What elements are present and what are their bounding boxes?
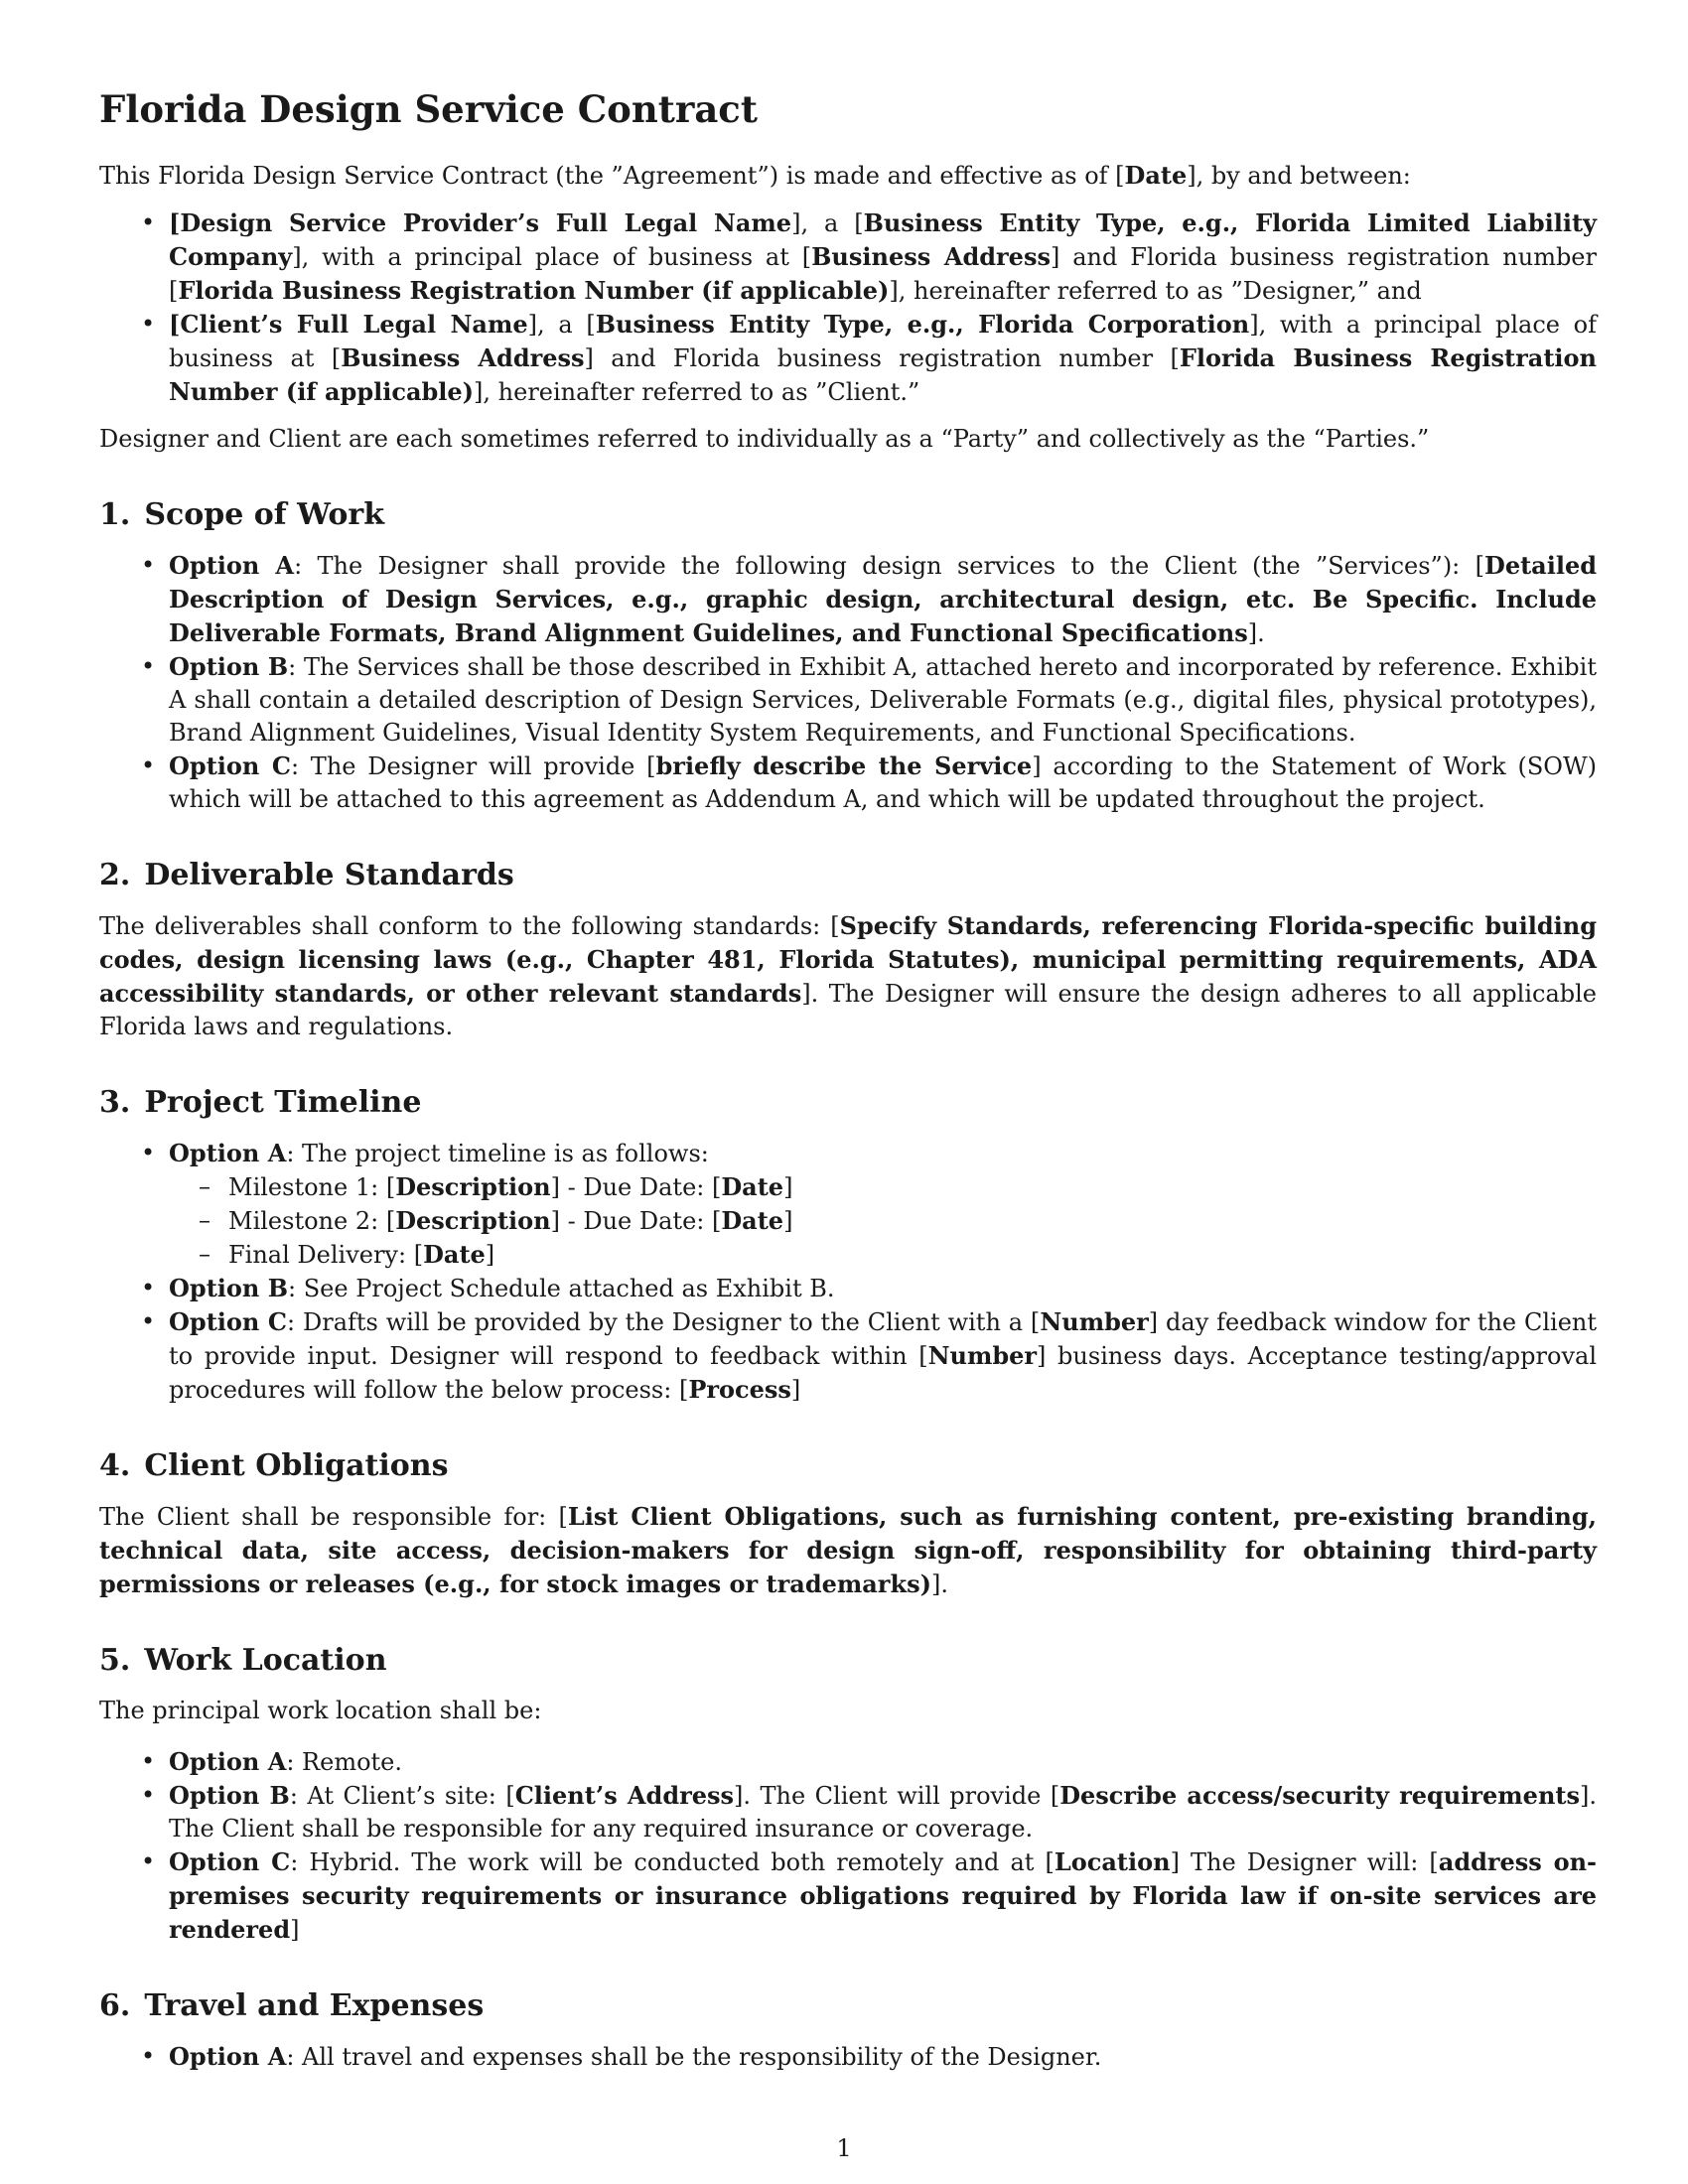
location-option-c: • Option C: Hybrid. The work will be conducted both remotely and at [Location] The Designer will: [address on-premises security requirements or insurance obligations required by Florida law if on-site services are rendered] <box>99 1845 1597 1947</box>
scope-options-list <box>99 549 1597 816</box>
section-heading-work-location: 5. Work Location <box>99 1643 387 1679</box>
timeline-option-a: • Option A: The project timeline is as follows: – Milestone 1: [Description] - Due Date: [Date] – Milestone 2: [Description] - Due Date: [Date] – Final Delivery: [Date] <box>99 1137 1597 1272</box>
timeline-options-list <box>99 1137 1597 1407</box>
contract-page <box>99 87 1597 2088</box>
party-client: • [Client’s Full Legal Name], a [Business Entity Type, e.g., Florida Corporation], with a principal place of business at [Business Address] and Florida business registration number [Florida Business Registration Number (if applicable)], hereinafter referred to as ”Client.” <box>99 308 1597 409</box>
work-location-paragraph: The principal work location shall be: <box>99 1697 542 1725</box>
parties-list <box>99 206 1597 409</box>
deliverables-paragraph: The deliverables shall conform to the following standards: [Specify Standards, referencing Florida-specific building codes, design licensing laws (e.g., Chapter 481, Florida Statutes), municipal permitting requirements, ADA accessibility standards, or other relevant standards]. The Designer will ensure the design adheres to all applicable Florida laws and regulations. <box>99 911 1597 1041</box>
timeline-option-c: • Option C: Drafts will be provided by the Designer to the Client with a [Number] day feedback window for the Client to provide input. Designer will respond to feedback within [Number] business days. Acceptance testing/approval procedures will follow the below process: [Process] <box>99 1305 1597 1407</box>
section-heading-client-obligations: 4. Client Obligations <box>99 1448 449 1484</box>
milestone-1: – Milestone 1: [Description] - Due Date: [Date] <box>169 1170 1597 1204</box>
parties-note: Designer and Client are each sometimes referred to individually as a “Party” and collectively as the “Parties.” <box>99 425 1430 454</box>
final-delivery: – Final Delivery: [Date] <box>169 1238 1597 1272</box>
milestone-2: – Milestone 2: [Description] - Due Date: [Date] <box>169 1204 1597 1238</box>
travel-option-a: • Option A: All travel and expenses shall be the responsibility of the Designer. <box>99 2040 1597 2074</box>
scope-option-b: • Option B: The Services shall be those described in Exhibit A, attached hereto and incorporated by reference. Exhibit A shall contain a detailed description of Design Services, Deliverable Formats (e.g., digital files, physical prototypes), Brand Alignment Guidelines, Visual Identity System Requirements, and Functional Specifications. <box>99 650 1597 750</box>
client-obligations-paragraph: The Client shall be responsible for: [List Client Obligations, such as furnishing content, pre-existing branding, technical data, site access, decision-makers for design sign-off, responsibility for obtaining third-party permissions or releases (e.g., for stock images or trademarks)]. <box>99 1502 1597 1599</box>
work-location-options-list <box>99 1745 1597 1947</box>
location-option-a: • Option A: Remote. <box>99 1745 1597 1779</box>
timeline-option-b: • Option B: See Project Schedule attached as Exhibit B. <box>99 1272 1597 1305</box>
party-designer: • [Design Service Provider’s Full Legal Name], a [Business Entity Type, e.g., Florida Limited Liability Company], with a principal place of business at [Business Address] and Florida business registration number [Florida Business Registration Number (if applicable)], hereinafter referred to as ”Designer,” and <box>99 206 1597 308</box>
section-heading-scope: 1. Scope of Work <box>99 497 384 533</box>
document-title: Florida Design Service Contract <box>99 87 758 131</box>
intro-paragraph: This Florida Design Service Contract (the ”Agreement”) is made and effective as of [Date], by and between: <box>99 161 1411 191</box>
milestone-list <box>169 1170 1597 1272</box>
section-heading-timeline: 3. Project Timeline <box>99 1085 422 1121</box>
page-number: 1 <box>836 2134 852 2162</box>
section-heading-travel: 6. Travel and Expenses <box>99 1988 485 2024</box>
scope-option-a: • Option A: The Designer shall provide the following design services to the Client (the ”Services”): [Detailed Description of Design Services, e.g., graphic design, architectural design, etc. Be Specific. Include Deliverable Formats, Brand Alignment Guidelines, and Functional Specifications]. <box>99 549 1597 650</box>
section-heading-deliverables: 2. Deliverable Standards <box>99 858 514 893</box>
scope-option-c: • Option C: The Designer will provide [briefly describe the Service] according to the Statement of Work (SOW) which will be attached to this agreement as Addendum A, and which will be updated throughout the project. <box>99 750 1597 816</box>
location-option-b: • Option B: At Client’s site: [Client’s Address]. The Client will provide [Describe access/security requirements]. The Client shall be responsible for any required insurance or coverage. <box>99 1779 1597 1845</box>
travel-options-list <box>99 2040 1597 2074</box>
